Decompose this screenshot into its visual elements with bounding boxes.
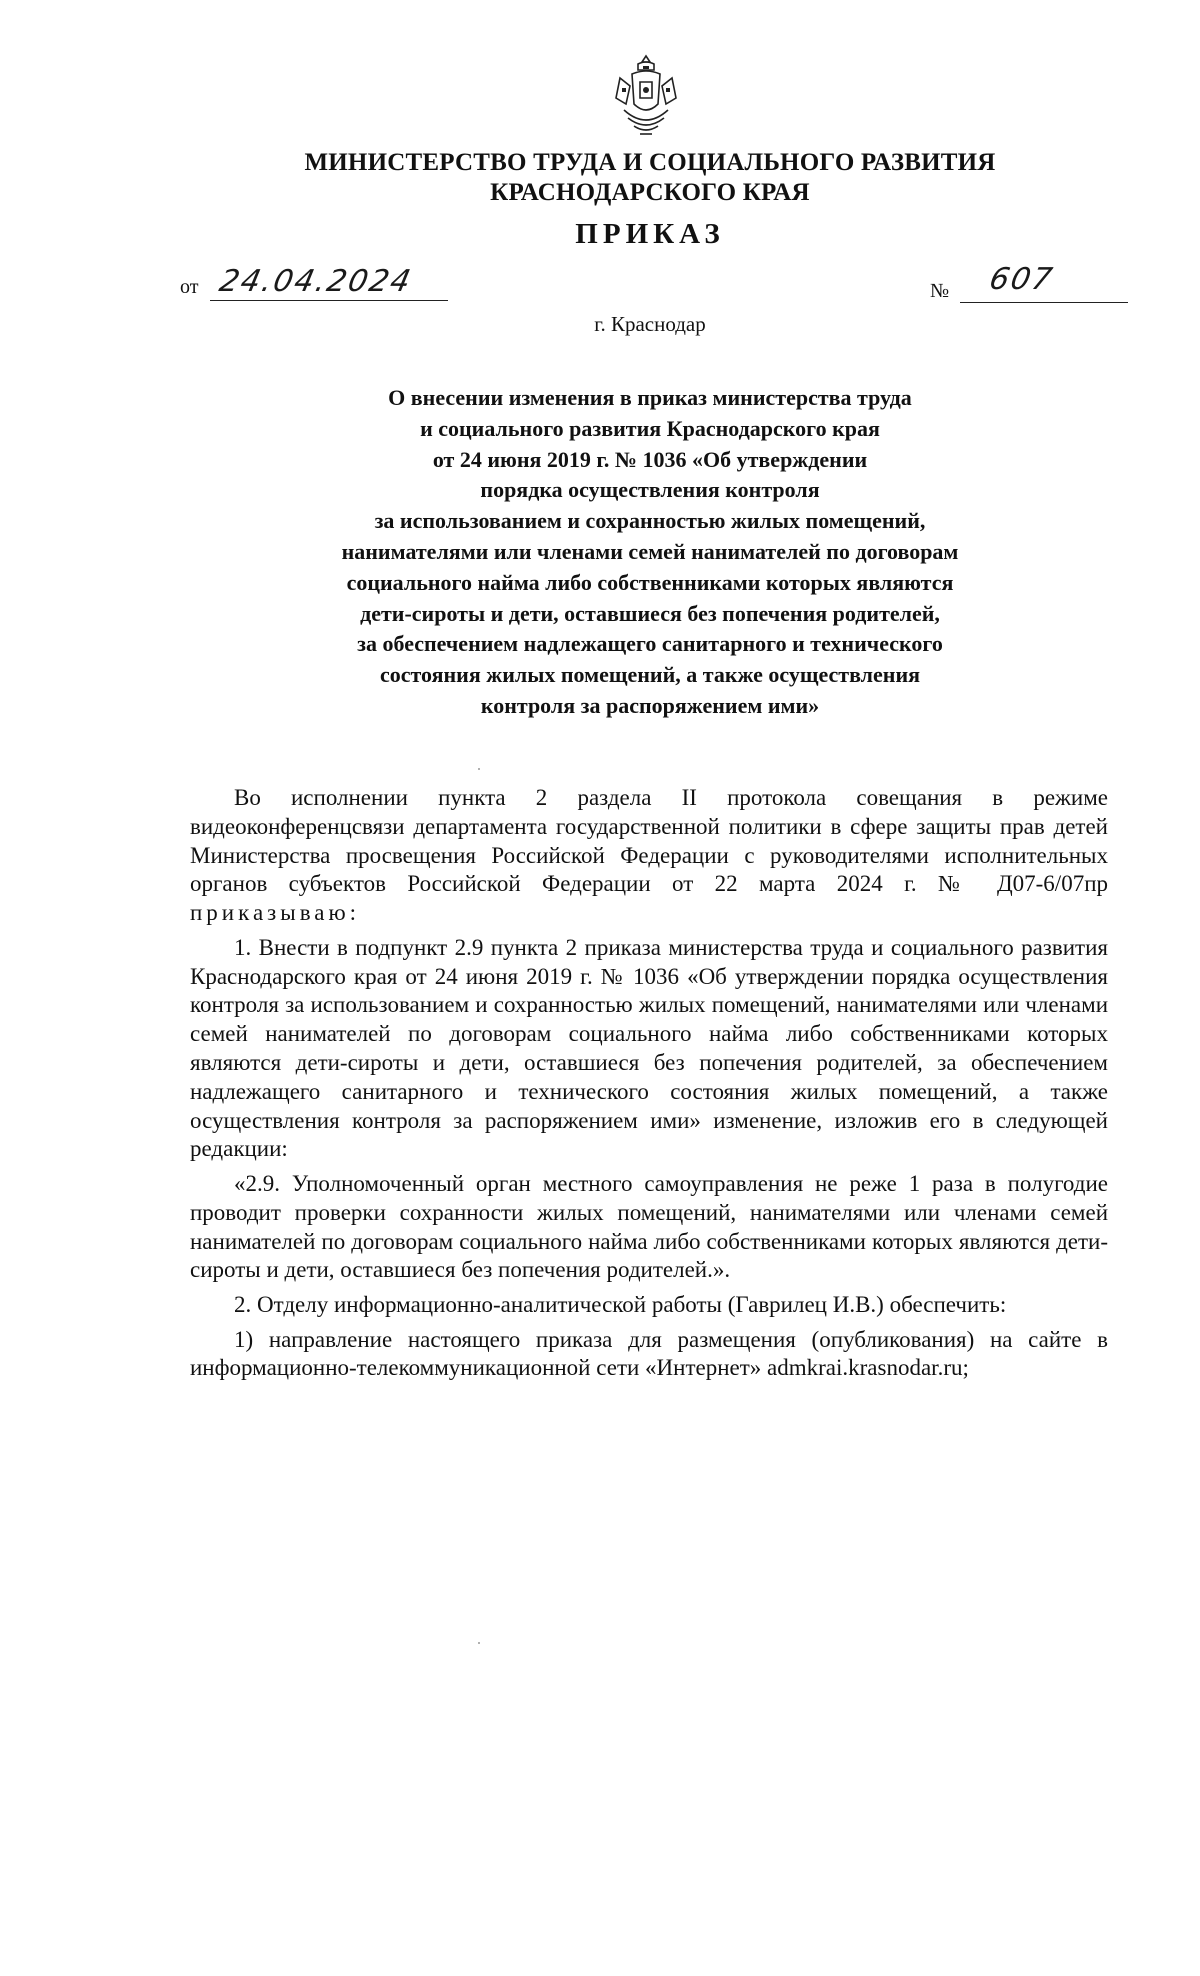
ministry-line-2: КРАСНОДАРСКОГО КРАЯ: [490, 179, 810, 206]
subject-line: за использованием и сохранностью жилых помещений,: [374, 508, 926, 534]
item-2-1-paragraph: 1) направление настоящего приказа для размещения (опубликования) на сайте в информационно-телекоммуникационной сети «Интернет» admkrai.krasnodar.ru;: [190, 1326, 1108, 1381]
ministry-line-1: МИНИСТЕРСТВО ТРУДА И СОЦИАЛЬНОГО РАЗВИТИЯ: [304, 149, 996, 176]
order-word: приказываю:: [190, 900, 361, 926]
subject-line: порядка осуществления контроля: [480, 477, 820, 503]
preamble-text: Во исполнении пункта 2 раздела II протокола совещания в режиме видеоконференцсвязи департамента государственной политики в сфере защиты прав детей Министерства просвещения Российской Федерации с руководителями исполнительных органов субъектов Российской Федерации от 22 марта 2024 г. № Д07-6/07пр: [190, 785, 1108, 897]
quoted-amendment-paragraph: «2.9. Уполномоченный орган местного самоуправления не реже 1 раза в полугодие проводит проверки сохранности жилых помещений, нанимателями или членами семей нанимателей по договорам социального найма либо собственниками которых являются дети-сироты и дети, оставшиеся без попечения родителей.».: [190, 1170, 1108, 1283]
preamble-paragraph: [190, 784, 1108, 928]
date-prefix: от: [180, 276, 199, 298]
number-underline: [960, 302, 1128, 303]
subject-line: и социального развития Краснодарского края: [420, 415, 880, 441]
scan-speck: [478, 768, 480, 770]
subject-line: социального найма либо собственниками которых являются: [346, 569, 954, 595]
subject-line: состояния жилых помещений, а также осуществления: [379, 662, 921, 688]
subject-line: контроля за распоряжением ими»: [480, 692, 820, 718]
document-subject: [160, 383, 1140, 722]
ministry-name: [160, 148, 1140, 208]
number-field: [930, 262, 1130, 306]
subject-line: О внесении изменения в приказ министерства труда: [388, 385, 912, 410]
subject-line: нанимателями или членами семей нанимателей по договорам: [341, 538, 959, 564]
date-field: [180, 264, 460, 304]
document-type: ПРИКАЗ: [575, 218, 725, 250]
city-name: г. Краснодар: [594, 312, 706, 336]
date-underline: [210, 300, 448, 301]
document-body: [190, 784, 1108, 1389]
coat-of-arms-icon: [610, 52, 682, 144]
handwritten-date: 24.04.2024: [216, 264, 416, 299]
subject-line: за обеспечением надлежащего санитарного и технического: [357, 631, 943, 657]
item-2-paragraph: 2. Отделу информационно-аналитической работы (Гаврилец И.В.) обеспечить:: [234, 1291, 1007, 1317]
subject-line: дети-сироты и дети, оставшиеся без попечения родителей,: [360, 600, 940, 626]
handwritten-number: 607: [986, 262, 1057, 297]
scan-speck: [478, 1642, 480, 1644]
subject-line: от 24 июня 2019 г. № 1036 «Об утверждении: [432, 446, 868, 472]
number-prefix: №: [930, 280, 950, 302]
item-1-paragraph: 1. Внести в подпункт 2.9 пункта 2 приказа министерства труда и социального развития Краснодарского края от 24 июня 2019 г. № 1036 «Об утверждении порядка осуществления контроля за использованием и сохранностью жилых помещений, нанимателями или членами семей нанимателей по договорам социального найма либо собственниками которых являются дети-сироты и дети, оставшиеся без попечения родителей, за обеспечением надлежащего санитарного и технического состояния жилых помещений, а также осуществления контроля за распоряжением ими» изменение, изложив его в следующей редакции:: [190, 934, 1108, 1162]
